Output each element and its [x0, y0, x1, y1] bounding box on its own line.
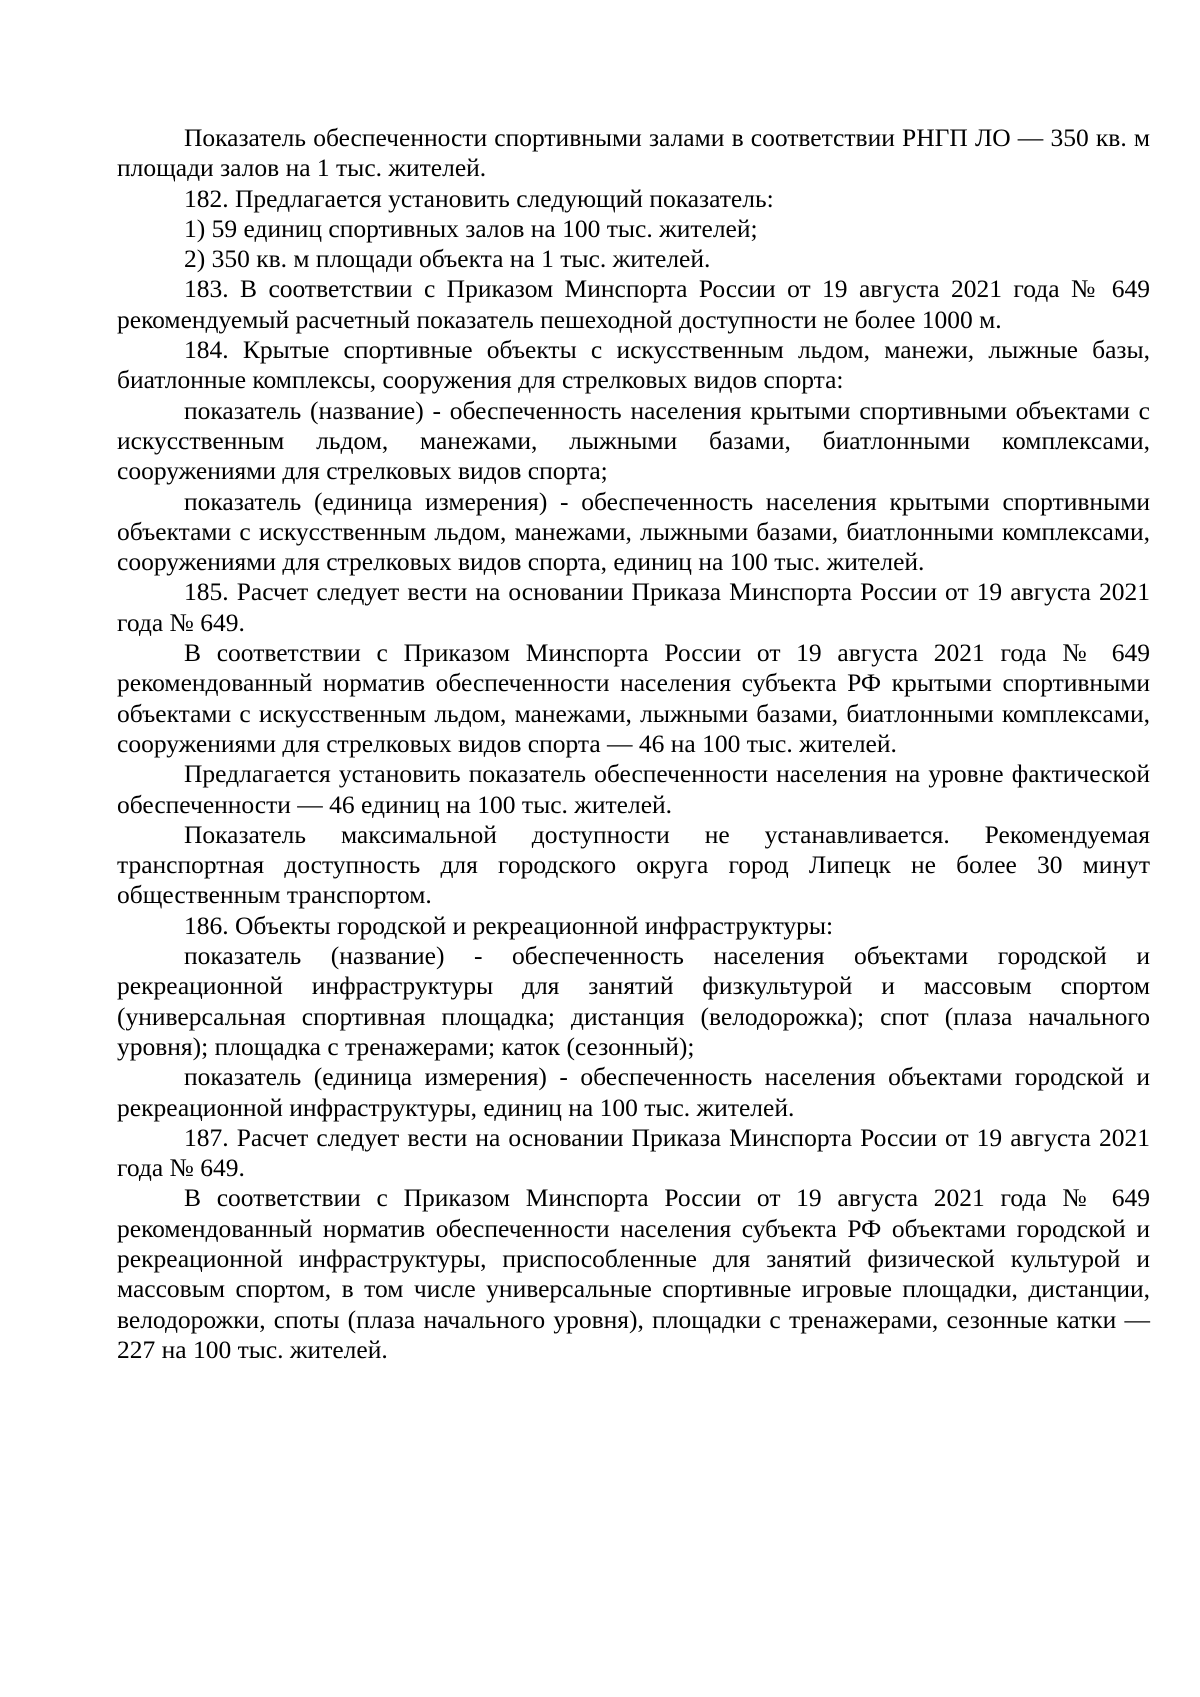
- paragraph-185-norm: В соответствии с Приказом Минспорта России от 19 августа 2021 года № 649 рекомендованный норматив обеспеченности населения субъекта РФ крытыми спортивными объектами с искусственным льдом, манежами, лыжными базами, биатлонными комплексами, сооружениями для стрелковых видов спорта — 46 на 100 тыс. жителей.: [117, 638, 1150, 758]
- paragraph-186-indicator-unit: показатель (единица измерения) - обеспеченность населения объектами городской и рекреационной инфраструктуры, единиц на 100 тыс. жителей.: [117, 1062, 1150, 1122]
- paragraph-184-indicator-unit: показатель (единица измерения) - обеспеченность населения крытыми спортивными объектами с искусственным льдом, манежами, лыжными базами, биатлонными комплексами, сооружениями для стрелковых видов спорта, единиц на 100 тыс. жителей.: [117, 486, 1150, 577]
- paragraph-186: 186. Объекты городской и рекреационной инфраструктуры:: [184, 910, 834, 940]
- paragraph-183: 183. В соответствии с Приказом Минспорта России от 19 августа 2021 года № 649 рекомендуемый расчетный показатель пешеходной доступности не более 1000 м.: [117, 274, 1150, 334]
- paragraph-182: 182. Предлагается установить следующий показатель:: [184, 183, 774, 213]
- document-page: [117, 123, 1150, 1365]
- paragraph-187: 187. Расчет следует вести на основании Приказа Минспорта России от 19 августа 2021 года № 649.: [117, 1122, 1150, 1183]
- paragraph-186-indicator-name: показатель (название) - обеспеченность населения объектами городской и рекреационной инфраструктуры для занятий физкультурой и массовым спортом (универсальная спортивная площадка; дистанция (велодорожка); спот (плаза начального уровня); площадка с тренажерами; каток (сезонный);: [117, 941, 1150, 1061]
- paragraph-gym-indicator-rngp: Показатель обеспеченности спортивными залами в соответствии РНГП ЛО — 350 кв. м площади залов на 1 тыс. жителей.: [117, 123, 1150, 183]
- paragraph-184-indicator-name: показатель (название) - обеспеченность населения крытыми спортивными объектами с искусственным льдом, манежами, лыжными базами, биатлонными комплексами, сооружениями для стрелковых видов спорта;: [117, 395, 1150, 486]
- paragraph-185-proposal: Предлагается установить показатель обеспеченности населения на уровне фактической обеспеченности — 46 единиц на 100 тыс. жителей.: [117, 759, 1150, 819]
- list-item-2: 2) 350 кв. м площади объекта на 1 тыс. жителей.: [184, 244, 711, 274]
- paragraph-185: 185. Расчет следует вести на основании Приказа Минспорта России от 19 августа 2021 года № 649.: [117, 577, 1150, 637]
- paragraph-185-accessibility: Показатель максимальной доступности не устанавливается. Рекомендуемая транспортная доступность для городского округа город Липецк не более 30 минут общественным транспортом.: [117, 819, 1150, 910]
- list-item-1: 1) 59 единиц спортивных залов на 100 тыс. жителей;: [184, 213, 758, 243]
- paragraph-187-norm: В соответствии с Приказом Минспорта России от 19 августа 2021 года № 649 рекомендованный норматив обеспеченности населения субъекта РФ объектами городской и рекреационной инфраструктуры, приспособленные для занятий физической культурой и массовым спортом, в том числе универсальные спортивные игровые площадки, дистанции, велодорожки, споты (плаза начального уровня), площадки с тренажерами, сезонные катки — 227 на 100 тыс. жителей.: [117, 1183, 1150, 1364]
- paragraph-184: 184. Крытые спортивные объекты с искусственным льдом, манежи, лыжные базы, биатлонные комплексы, сооружения для стрелковых видов спорта:: [117, 335, 1150, 395]
